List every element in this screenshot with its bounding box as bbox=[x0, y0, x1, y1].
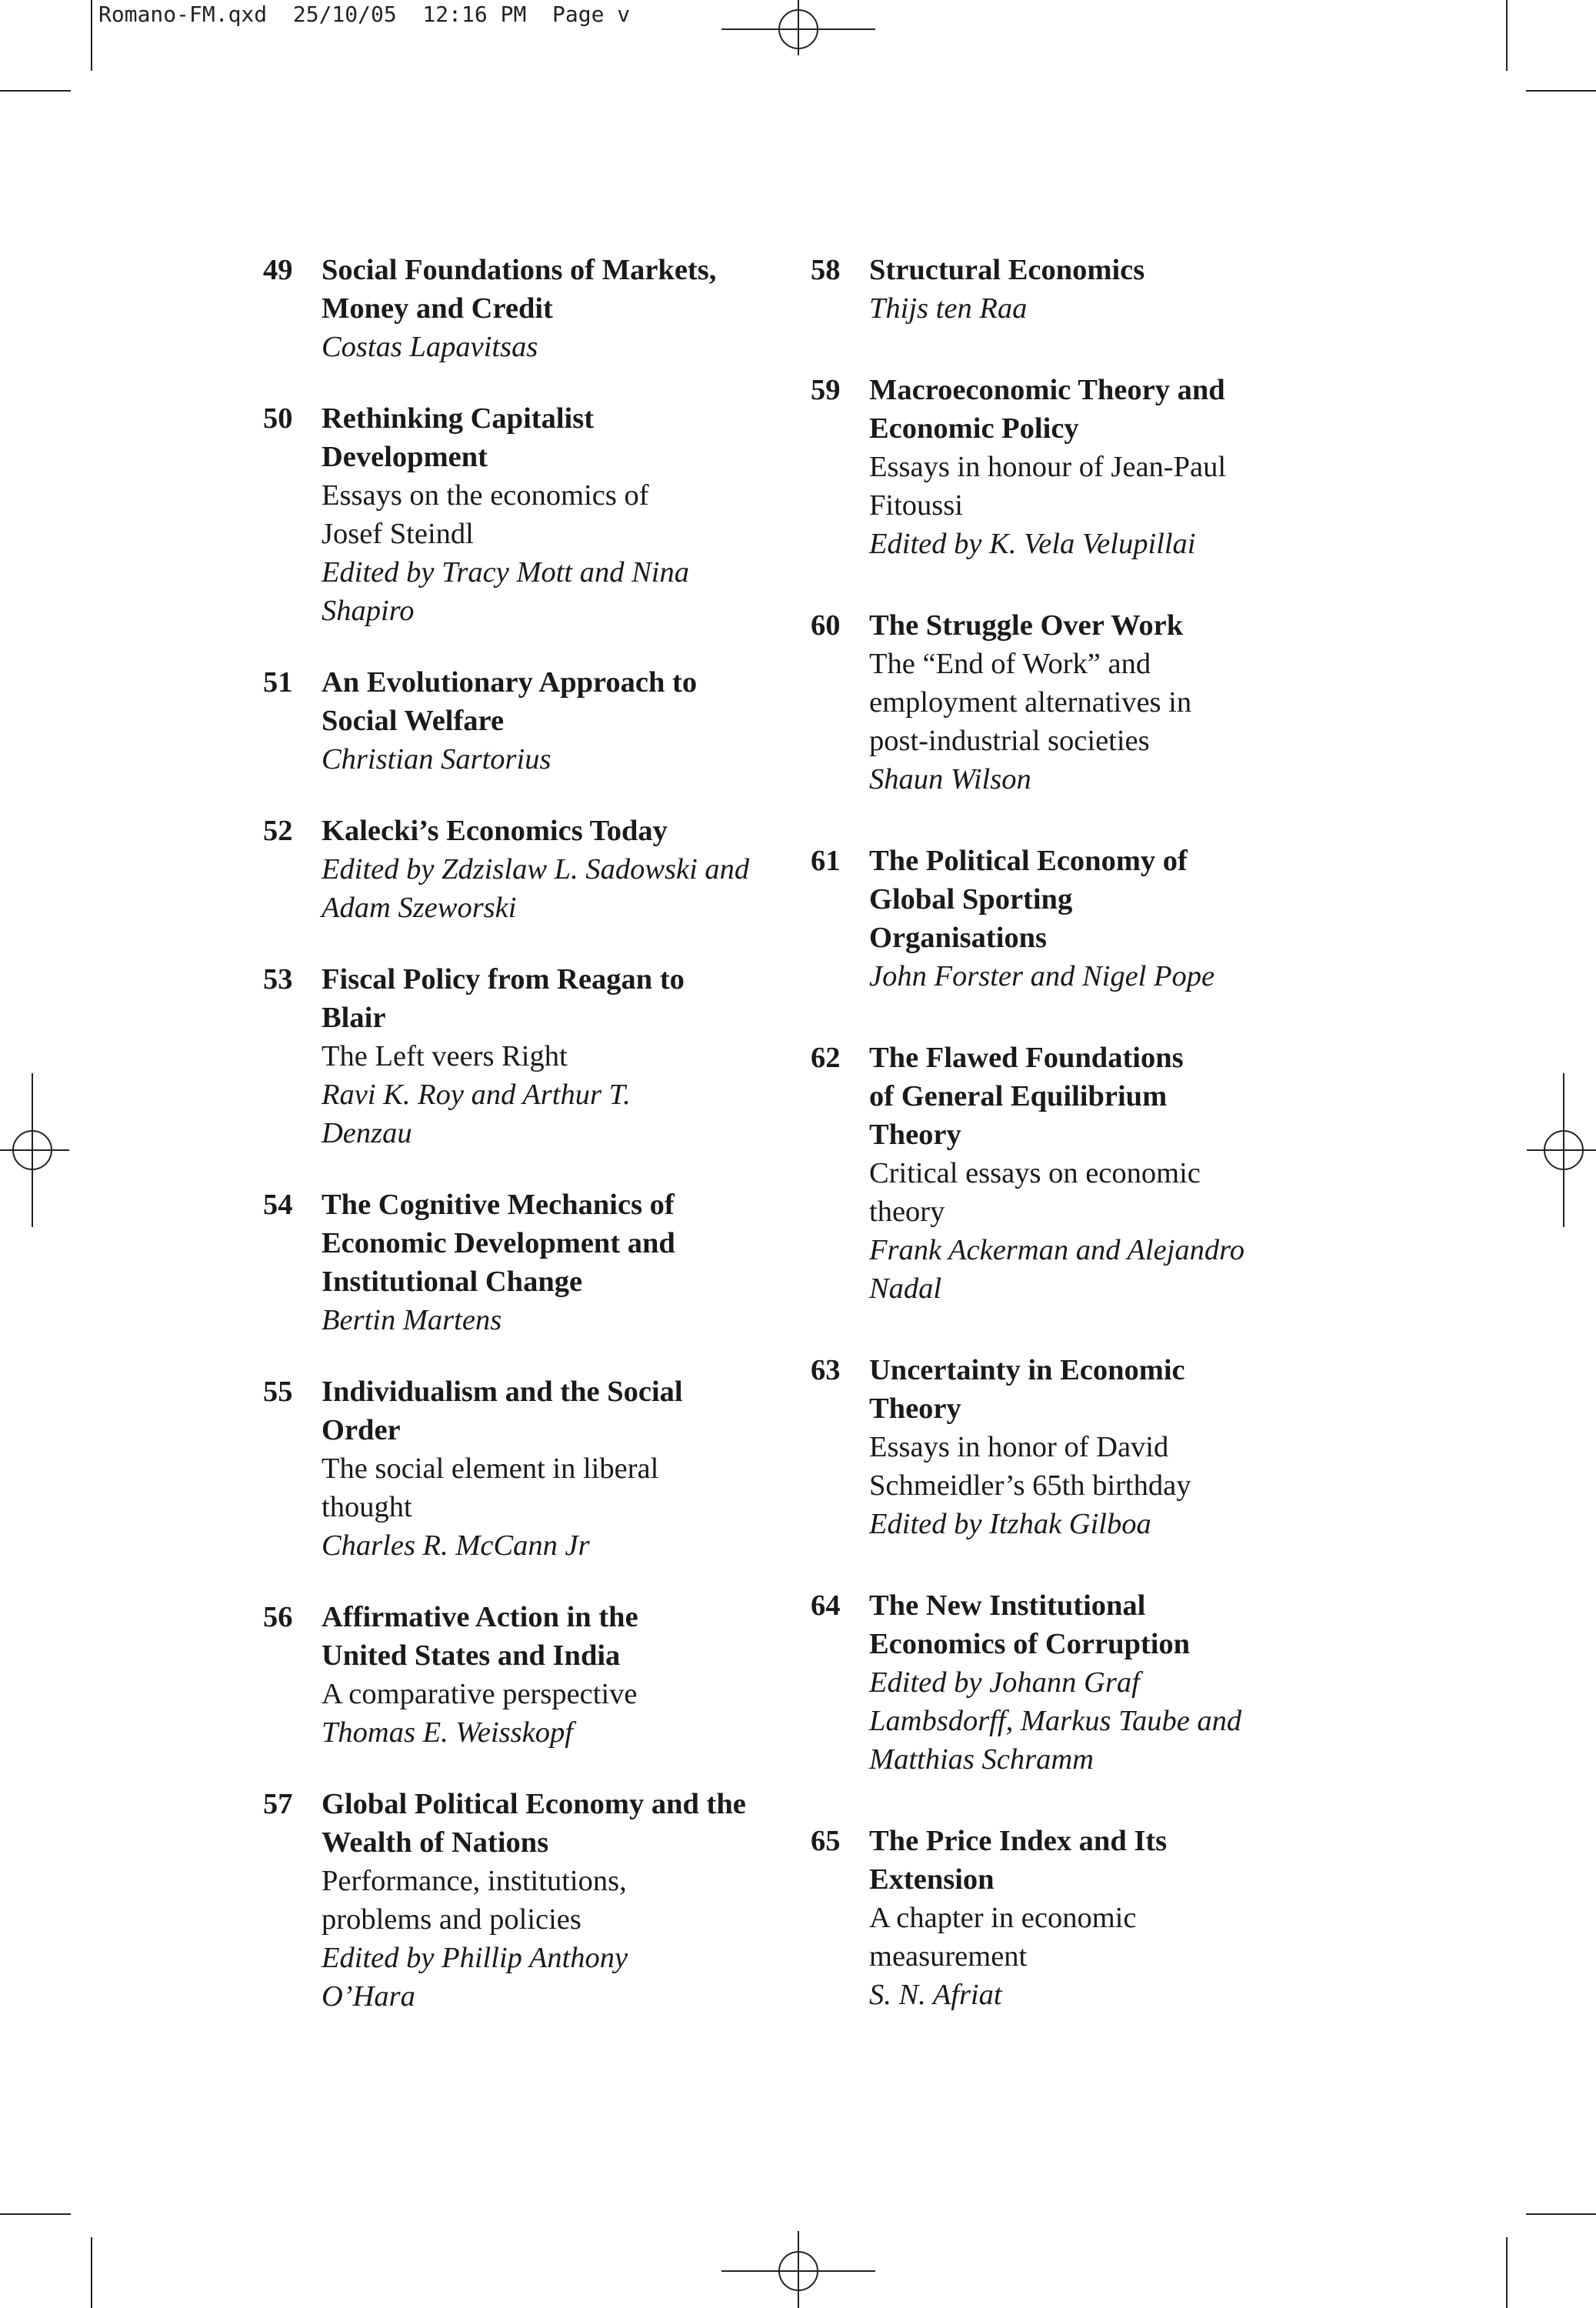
series-number: 64 bbox=[811, 1589, 841, 1622]
book-title: Structural Economics bbox=[869, 254, 1145, 286]
book-author: Ravi K. Roy and Arthur T. Denzau bbox=[322, 1079, 631, 1149]
series-entry bbox=[811, 371, 1318, 563]
series-number: 56 bbox=[263, 1601, 293, 1633]
series-entry bbox=[811, 1822, 1318, 2014]
book-author: Charles R. McCann Jr bbox=[322, 1529, 590, 1562]
book-title: An Evolutionary Approach to Social Welfare bbox=[322, 666, 698, 737]
book-author: Edited by Zdzislaw L. Sadowski and Adam Szeworski bbox=[322, 853, 750, 924]
series-entry bbox=[263, 399, 771, 630]
book-title: The Price Index and Its Extension bbox=[869, 1825, 1168, 1896]
book-title: The Political Economy of Global Sporting Organisations bbox=[869, 845, 1188, 954]
series-number: 52 bbox=[263, 815, 293, 847]
print-slug: Romano-FM.qxd 25/10/05 12:16 PM Page v bbox=[98, 2, 631, 27]
book-author: Thomas E. Weisskopf bbox=[322, 1716, 573, 1749]
series-entry bbox=[263, 960, 771, 1152]
series-number: 57 bbox=[263, 1788, 293, 1820]
crop-mark-top-right-horizontal bbox=[1526, 90, 1596, 92]
book-author: Christian Sartorius bbox=[322, 743, 551, 775]
series-list-right-column bbox=[811, 251, 1318, 2014]
series-number: 55 bbox=[263, 1376, 293, 1408]
series-number: 60 bbox=[811, 609, 841, 642]
book-title: The New Institutional Economics of Corruption bbox=[869, 1589, 1191, 1660]
book-title: Macroeconomic Theory and Economic Policy bbox=[869, 374, 1225, 445]
series-number: 58 bbox=[811, 254, 841, 286]
series-entry bbox=[263, 1785, 771, 2016]
book-title: Individualism and the Social Order bbox=[322, 1376, 683, 1446]
series-number: 63 bbox=[811, 1354, 841, 1386]
series-number: 53 bbox=[263, 963, 293, 996]
book-subtitle: A comparative perspective bbox=[322, 1678, 638, 1710]
book-title: Kalecki’s Economics Today bbox=[322, 815, 668, 847]
series-number: 54 bbox=[263, 1189, 293, 1221]
series-number: 59 bbox=[811, 374, 841, 406]
series-number: 50 bbox=[263, 402, 293, 435]
crop-mark-bottom-left-vertical bbox=[91, 2237, 92, 2308]
series-number: 51 bbox=[263, 666, 293, 699]
book-author: Costas Lapavitsas bbox=[322, 331, 538, 363]
series-entry bbox=[811, 1351, 1318, 1543]
series-entry bbox=[811, 1586, 1318, 1779]
book-subtitle: Essays on the economics of Josef Steindl bbox=[322, 479, 649, 550]
book-author: Edited by Phillip Anthony O’Hara bbox=[322, 1942, 628, 2013]
registration-mark-top-icon bbox=[721, 0, 875, 55]
book-title: Affirmative Action in the United States and India bbox=[322, 1601, 638, 1672]
book-title: Fiscal Policy from Reagan to Blair bbox=[322, 963, 685, 1034]
crop-mark-bottom-right-horizontal bbox=[1526, 2213, 1596, 2215]
crop-mark-top-left-vertical bbox=[91, 0, 92, 71]
book-author: Edited by Tracy Mott and Nina Shapiro bbox=[322, 556, 689, 627]
series-number: 62 bbox=[811, 1042, 841, 1074]
series-number: 49 bbox=[263, 254, 293, 286]
registration-mark-left-icon bbox=[0, 1073, 69, 1227]
book-title: The Cognitive Mechanics of Economic Development and Institutional Change bbox=[322, 1189, 675, 1298]
book-subtitle: The “End of Work” and employment alternatives in post-industrial societies bbox=[869, 648, 1192, 757]
series-entry bbox=[263, 663, 771, 779]
book-author: S. N. Afriat bbox=[869, 1979, 1002, 2011]
crop-mark-top-right-vertical bbox=[1506, 0, 1508, 71]
crop-mark-bottom-right-vertical bbox=[1506, 2237, 1508, 2308]
registration-mark-right-icon bbox=[1527, 1073, 1596, 1227]
book-author: Frank Ackerman and Alejandro Nadal bbox=[869, 1234, 1244, 1305]
book-subtitle: The Left veers Right bbox=[322, 1040, 568, 1072]
crop-mark-bottom-left-horizontal bbox=[0, 2213, 71, 2215]
book-subtitle: Critical essays on economic theory bbox=[869, 1157, 1201, 1228]
book-subtitle: Essays in honour of Jean-Paul Fitoussi bbox=[869, 451, 1227, 522]
series-entry bbox=[263, 812, 771, 927]
book-author: John Forster and Nigel Pope bbox=[869, 960, 1215, 992]
crop-mark-top-left-horizontal bbox=[0, 90, 71, 92]
book-author: Edited by K. Vela Velupillai bbox=[869, 528, 1196, 560]
book-title: The Flawed Foundations of General Equilibrium Theory bbox=[869, 1042, 1184, 1151]
book-title: Rethinking Capitalist Development bbox=[322, 402, 595, 473]
book-author: Thijs ten Raa bbox=[869, 292, 1028, 325]
book-title: Global Political Economy and the Wealth of Nations bbox=[322, 1788, 746, 1859]
book-subtitle: Essays in honor of David Schmeidler’s 65th birthday bbox=[869, 1431, 1191, 1502]
series-number: 65 bbox=[811, 1825, 841, 1857]
registration-mark-bottom-icon bbox=[721, 2231, 875, 2308]
book-author: Shaun Wilson bbox=[869, 763, 1031, 795]
series-number: 61 bbox=[811, 845, 841, 877]
book-title: Uncertainty in Economic Theory bbox=[869, 1354, 1185, 1425]
book-author: Edited by Johann Graf Lambsdorff, Markus Taube and Matthias Schramm bbox=[869, 1666, 1242, 1776]
book-subtitle: The social element in liberal thought bbox=[322, 1453, 659, 1523]
series-entry bbox=[263, 1598, 771, 1752]
book-author: Edited by Itzhak Gilboa bbox=[869, 1508, 1151, 1540]
series-entry bbox=[811, 1039, 1318, 1308]
series-entry bbox=[263, 1372, 771, 1565]
book-subtitle: A chapter in economic measurement bbox=[869, 1902, 1137, 1973]
book-subtitle: Performance, institutions, problems and policies bbox=[322, 1865, 627, 1936]
series-entry bbox=[811, 842, 1318, 996]
series-entry bbox=[263, 251, 771, 366]
book-author: Bertin Martens bbox=[322, 1304, 502, 1336]
book-title: The Struggle Over Work bbox=[869, 609, 1184, 642]
series-entry bbox=[811, 251, 1318, 328]
series-entry bbox=[811, 606, 1318, 799]
series-entry bbox=[263, 1186, 771, 1339]
series-list-left-column bbox=[263, 251, 771, 2016]
book-title: Social Foundations of Markets, Money and Credit bbox=[322, 254, 717, 325]
